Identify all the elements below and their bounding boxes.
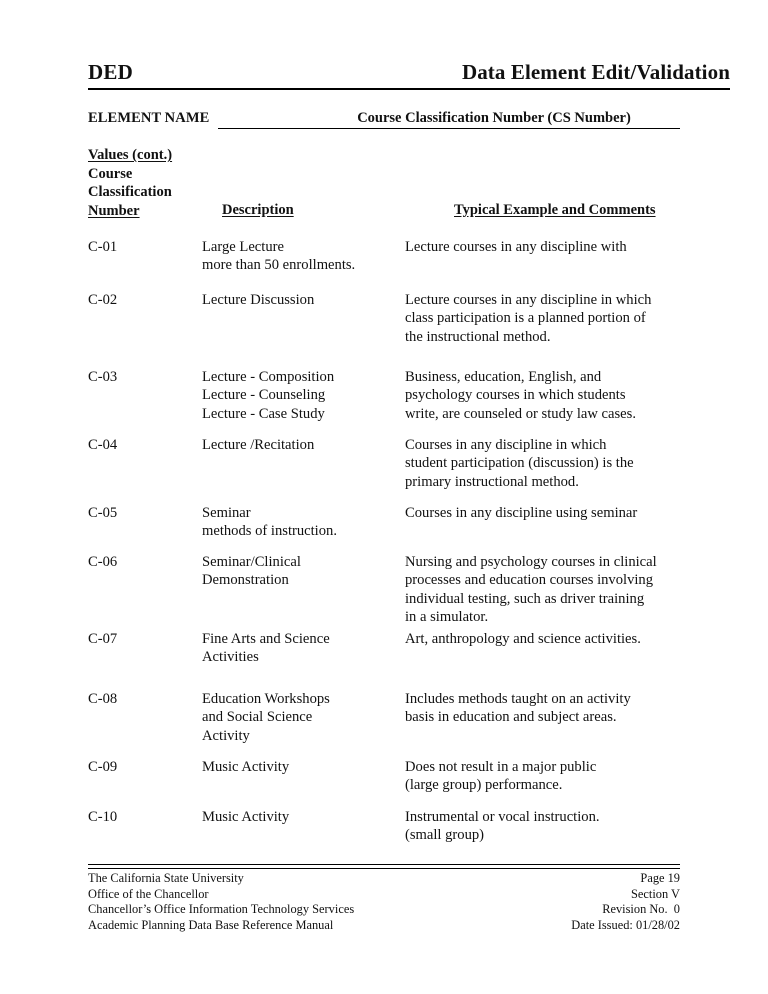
footer-right-line: Revision No. 0	[602, 902, 680, 917]
typical-example-cell-line: (small group)	[405, 827, 485, 844]
description-cell	[202, 436, 402, 454]
header-divider-rule	[88, 88, 730, 90]
table-row	[88, 238, 730, 275]
course-code-value: C-08	[88, 691, 118, 707]
description-cell-line: Seminar	[202, 505, 251, 521]
table-row	[88, 690, 730, 745]
document-page	[88, 0, 730, 994]
typical-example-cell	[405, 368, 730, 423]
classification-heading: Classification	[88, 184, 172, 201]
footer-divider-rule-upper	[88, 864, 680, 865]
course-code-cell	[88, 238, 198, 256]
footer-right-line: Date Issued: 01/28/02	[571, 917, 680, 932]
typical-example-cell-line: Lecture courses in any discipline with	[405, 239, 627, 255]
description-heading: Description	[222, 201, 294, 218]
column-headings	[88, 146, 730, 222]
course-code-cell	[88, 553, 198, 571]
header-left-title: DED	[88, 60, 133, 84]
footer-left-block	[88, 871, 354, 933]
course-code-cell	[88, 436, 198, 454]
description-cell-line: Seminar/Clinical	[202, 554, 301, 570]
typical-example-cell	[405, 504, 730, 522]
typical-example-cell-line: student participation (discussion) is the	[405, 455, 634, 472]
typical-example-cell-line: psychology courses in which students	[405, 387, 626, 404]
typical-example-cell-line: Business, education, English, and	[405, 369, 602, 385]
typical-example-cell	[405, 808, 730, 845]
typical-example-cell-line: Art, anthropology and science activities.	[405, 631, 641, 647]
course-code-value: C-03	[88, 369, 118, 385]
description-cell	[202, 808, 402, 826]
typical-example-cell-line: Lecture courses in any discipline in which	[405, 292, 652, 308]
description-cell	[202, 238, 402, 275]
element-name-value: Course Classification Number (CS Number)	[357, 110, 631, 126]
description-cell-line: methods of instruction.	[202, 523, 337, 540]
typical-example-heading: Typical Example and Comments	[454, 201, 656, 218]
document-header	[88, 60, 730, 90]
description-cell	[202, 504, 402, 541]
table-row	[88, 630, 730, 667]
element-name-underline	[218, 128, 680, 129]
course-code-value: C-09	[88, 759, 118, 775]
typical-example-cell	[405, 553, 730, 626]
typical-example-cell-line: Courses in any discipline using seminar	[405, 505, 638, 521]
course-code-cell	[88, 504, 198, 522]
description-cell-line: Education Workshops	[202, 691, 330, 707]
typical-example-cell	[405, 436, 730, 491]
footer-left-line: Chancellor’s Office Information Technology Services	[88, 902, 355, 917]
typical-example-cell-line: basis in education and subject areas.	[405, 709, 617, 726]
table-row	[88, 553, 730, 626]
table-row	[88, 368, 730, 423]
typical-example-cell-line: Courses in any discipline in which	[405, 437, 607, 453]
typical-example-cell-line: in a simulator.	[405, 608, 489, 625]
course-heading: Course	[88, 165, 133, 182]
description-cell	[202, 630, 402, 667]
typical-example-cell-line: Does not result in a major public	[405, 759, 597, 775]
description-cell	[202, 291, 402, 309]
footer-left-line: Academic Planning Data Base Reference Manual	[88, 917, 334, 932]
typical-example-cell-line: class participation is a planned portion of	[405, 310, 646, 327]
description-cell	[202, 553, 402, 590]
description-cell-line: Activities	[202, 649, 259, 666]
footer-divider-rule-lower	[88, 868, 680, 869]
table-row	[88, 504, 730, 541]
course-code-value: C-05	[88, 505, 118, 521]
description-cell-line: Large Lecture	[202, 239, 284, 255]
course-code-cell	[88, 808, 198, 826]
values-cont-heading: Values (cont.)	[88, 147, 173, 163]
course-code-value: C-10	[88, 809, 118, 825]
description-cell-line: Activity	[202, 727, 250, 744]
typical-example-cell	[405, 690, 730, 727]
number-heading: Number	[88, 202, 140, 219]
description-cell	[202, 368, 402, 423]
course-code-cell	[88, 758, 198, 776]
course-code-cell	[88, 630, 198, 648]
description-cell-line: Lecture - Counseling	[202, 387, 326, 404]
footer-left-line: The California State University	[88, 871, 244, 885]
description-cell-line: Lecture - Case Study	[202, 405, 325, 422]
typical-example-cell-line: processes and education courses involving	[405, 572, 654, 589]
description-cell-line: Lecture /Recitation	[202, 437, 315, 453]
description-cell	[202, 758, 402, 776]
description-cell-line: and Social Science	[202, 709, 313, 726]
table-row	[88, 291, 730, 346]
footer-right-block	[571, 871, 680, 933]
course-code-cell	[88, 368, 198, 386]
header-right-title: Data Element Edit/Validation	[461, 60, 730, 84]
typical-example-cell-line: Nursing and psychology courses in clinical	[405, 554, 657, 570]
course-code-value: C-07	[88, 631, 118, 647]
typical-example-cell-line: write, are counseled or study law cases.	[405, 405, 636, 422]
footer-left-line: Office of the Chancellor	[88, 886, 209, 901]
typical-example-cell	[405, 758, 730, 795]
table-row	[88, 758, 730, 795]
description-cell-line: Music Activity	[202, 809, 290, 825]
typical-example-cell-line: primary instructional method.	[405, 473, 579, 490]
course-code-cell	[88, 291, 198, 309]
typical-example-cell-line: Includes methods taught on an activity	[405, 691, 631, 707]
typical-example-cell-line: individual testing, such as driver training	[405, 590, 645, 607]
description-cell-line: Lecture - Composition	[202, 369, 335, 385]
description-cell-line: Music Activity	[202, 759, 290, 775]
typical-example-cell-line: the instructional method.	[405, 328, 551, 345]
footer-right-line: Page 19	[640, 871, 680, 885]
table-row	[88, 436, 730, 491]
description-cell-line: Demonstration	[202, 572, 289, 589]
element-name-label: ELEMENT NAME	[88, 110, 210, 126]
table-row	[88, 808, 730, 845]
column-heading-number-stack	[88, 146, 172, 220]
description-cell	[202, 690, 402, 745]
course-code-value: C-04	[88, 437, 118, 453]
element-name-line	[88, 110, 730, 130]
typical-example-cell	[405, 291, 730, 346]
course-code-value: C-02	[88, 292, 118, 308]
course-code-value: C-06	[88, 554, 118, 570]
typical-example-cell	[405, 630, 730, 648]
description-cell-line: Lecture Discussion	[202, 292, 315, 308]
typical-example-cell-line: Instrumental or vocal instruction.	[405, 809, 600, 825]
description-cell-line: Fine Arts and Science	[202, 631, 330, 647]
typical-example-cell-line: (large group) performance.	[405, 777, 563, 794]
description-cell-line: more than 50 enrollments.	[202, 257, 356, 274]
course-code-value: C-01	[88, 239, 118, 255]
typical-example-cell	[405, 238, 730, 256]
footer-right-line: Section V	[631, 886, 680, 901]
course-code-cell	[88, 690, 198, 708]
